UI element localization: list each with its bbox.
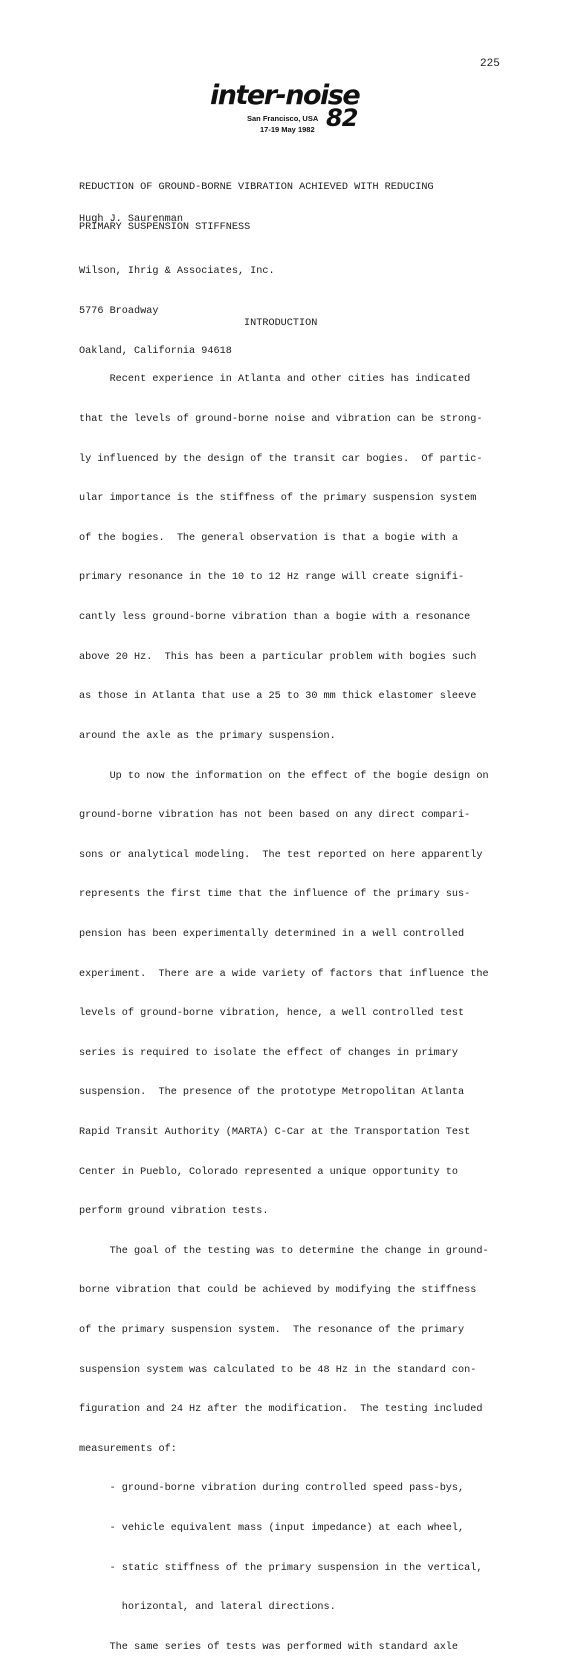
body-line: borne vibration that could be achieved by modifying the stiffness — [79, 1285, 477, 1297]
body-line: ular importance is the stiffness of the primary suspension system — [79, 493, 477, 505]
body-line: experiment. There are a wide variety of factors that influence the — [79, 968, 489, 980]
body-line: ly influenced by the design of the transit car bogies. Of partic- — [79, 453, 483, 465]
body-line: horizontal, and lateral directions. — [79, 1602, 336, 1614]
author-name: Hugh J. Saurenman — [79, 214, 183, 225]
body-line: suspension system was calculated to be 48 Hz in the standard con- — [79, 1364, 477, 1376]
logo-location: San Francisco, USA — [247, 114, 319, 123]
body-line: figuration and 24 Hz after the modification. The testing included — [79, 1404, 483, 1416]
body-line: cantly less ground-borne vibration than a bogie with a resonance — [79, 612, 471, 624]
body-line: pension has been experimentally determined in a well controlled — [79, 928, 465, 940]
body-line: Rapid Transit Authority (MARTA) C-Car at the Transportation Test — [79, 1126, 471, 1138]
body-line: measurements of: — [79, 1443, 177, 1455]
body-line: of the bogies. The general observation is that a bogie with a — [79, 532, 459, 544]
body-line: sons or analytical modeling. The test reported on here apparently — [79, 849, 483, 861]
section-heading: INTRODUCTION — [244, 318, 318, 329]
body-line: - static stiffness of the primary suspension in the vertical, — [79, 1562, 483, 1574]
logo-wordmark: inter-noise — [210, 80, 360, 111]
body-line: levels of ground-borne vibration, hence, a well controlled test — [79, 1008, 465, 1020]
title-line: PRIMARY SUSPENSION STIFFNESS — [79, 222, 251, 234]
body-line: perform ground vibration tests. — [79, 1206, 269, 1218]
body-line: series is required to isolate the effect of changes in primary — [79, 1047, 459, 1059]
body-line: that the levels of ground-borne noise and vibration can be strong- — [79, 414, 483, 426]
body-line: Center in Pueblo, Colorado represented a unique opportunity to — [79, 1166, 459, 1178]
body-line: around the axle as the primary suspension. — [79, 730, 336, 742]
body-line: of the primary suspension system. The resonance of the primary — [79, 1325, 465, 1337]
affiliation-line: 5776 Broadway — [79, 306, 159, 318]
title-line: REDUCTION OF GROUND-BORNE VIBRATION ACHIEVED WITH REDUCING — [79, 182, 434, 194]
body-text — [79, 347, 489, 1667]
body-line: above 20 Hz. This has been a particular problem with bogies such — [79, 651, 477, 663]
body-line: - vehicle equivalent mass (input impedance) at each wheel, — [79, 1523, 465, 1535]
body-line: The goal of the testing was to determine the change in ground- — [79, 1245, 489, 1257]
affiliation-line: Oakland, California 94618 — [79, 345, 232, 357]
body-line: as those in Atlanta that use a 25 to 30 mm thick elastomer sleeve — [79, 691, 477, 703]
logo-dates: 17-19 May 1982 — [260, 125, 315, 134]
body-line: represents the first time that the influence of the primary sus- — [79, 889, 471, 901]
logo-year: 82 — [326, 104, 358, 132]
affiliation-line: Wilson, Ihrig & Associates, Inc. — [79, 266, 275, 278]
body-line: Up to now the information on the effect of the bogie design on — [79, 770, 489, 782]
body-line: - ground-borne vibration during controlled speed pass-bys, — [79, 1483, 465, 1495]
body-line: Recent experience in Atlanta and other cities has indicated — [79, 374, 471, 386]
body-line: ground-borne vibration has not been based on any direct compari- — [79, 810, 471, 822]
body-line: primary resonance in the 10 to 12 Hz range will create signifi- — [79, 572, 465, 584]
body-line: The same series of tests was performed with standard axle — [79, 1641, 459, 1653]
paper-title — [79, 155, 434, 247]
page-number: 225 — [480, 58, 500, 70]
body-line: suspension. The presence of the prototype Metropolitan Atlanta — [79, 1087, 465, 1099]
